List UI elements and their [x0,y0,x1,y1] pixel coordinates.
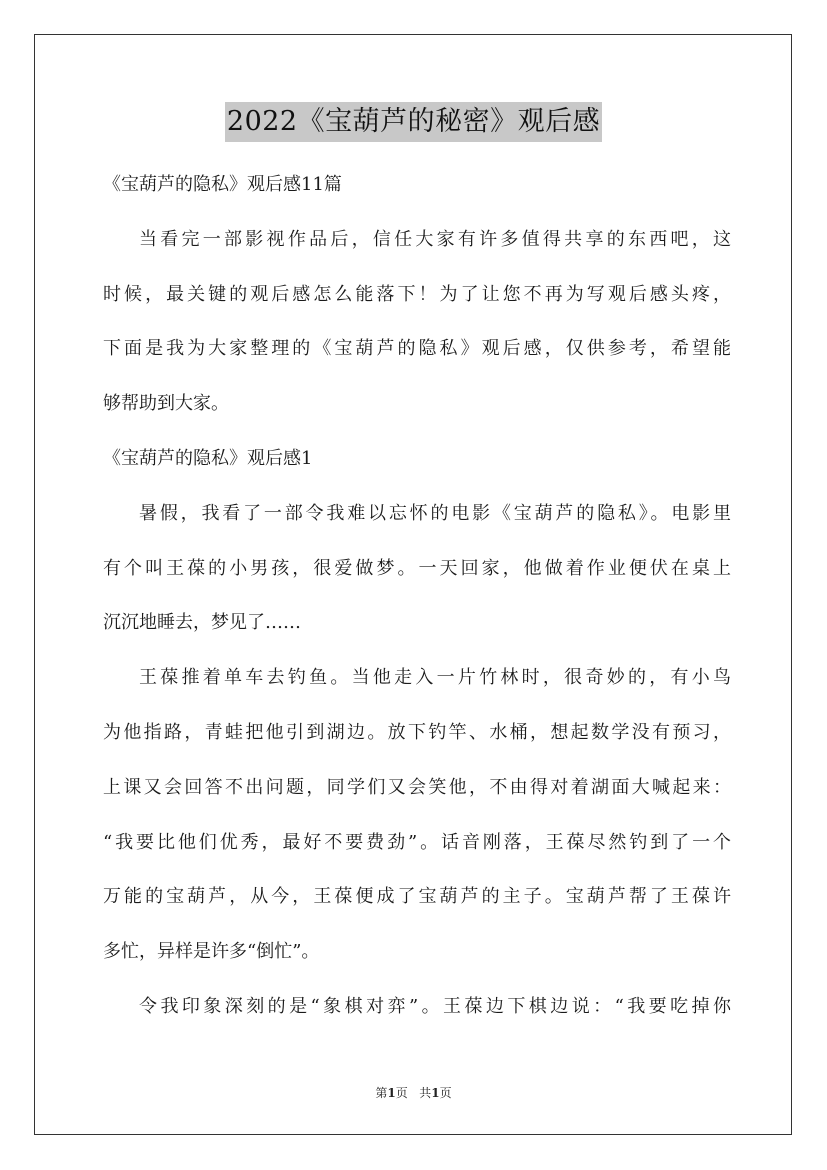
paragraph-line: 王葆推着单车去钓鱼。当他走入一片竹林时，很奇妙的，有小鸟 [139,667,731,689]
paragraph-line: 沉沉地睡去，梦见了…… [103,612,301,634]
paragraph-line: 多忙，异样是许多“倒忙”。 [103,941,320,963]
total-label-suffix: 页 [439,1086,452,1100]
section-heading: 《宝葫芦的隐私》观后感11篇 [103,174,342,195]
paragraph-line: 够帮助到大家。 [103,393,229,415]
document-body [103,171,731,1048]
paragraph-line: 万能的宝葫芦，从今，王葆便成了宝葫芦的主子。宝葫芦帮了王葆许 [103,886,731,908]
section-heading: 《宝葫芦的隐私》观后感1 [103,447,313,469]
document-title: 2022《宝葫芦的秘密》观后感 [225,102,602,142]
page-label: 第 [375,1086,388,1100]
title-wrap [0,102,827,142]
paragraph-line: 下面是我为大家整理的《宝葫芦的隐私》观后感，仅供参考，希望能 [103,338,731,360]
total-label: 共 [419,1086,432,1100]
page-footer [0,1085,827,1101]
page-number: 1 [387,1086,396,1100]
paragraph-line: 令我印象深刻的是“象棋对弈”。王葆边下棋边说：“我要吃掉你 [139,995,731,1017]
page-label-suffix: 页 [395,1086,408,1100]
paragraph-line: 上课又会回答不出问题，同学们又会笑他，不由得对着湖面大喊起来： [103,776,731,798]
total-pages: 1 [431,1086,440,1100]
paragraph-line: 当看完一部影视作品后，信任大家有许多值得共享的东西吧，这 [139,228,731,250]
paragraph-line: 暑假，我看了一部令我难以忘怀的电影《宝葫芦的隐私》。电影里 [139,502,731,524]
paragraph-line: 时候，最关键的观后感怎么能落下！为了让您不再为写观后感头疼， [103,283,731,305]
paragraph-line: 有个叫王葆的小男孩，很爱做梦。一天回家，他做着作业便伏在桌上 [103,557,731,579]
paragraph-line: “我要比他们优秀，最好不要费劲”。话音刚落，王葆尽然钓到了一个 [103,831,731,853]
paragraph-line: 为他指路，青蛙把他引到湖边。放下钓竿、水桶，想起数学没有预习， [103,721,731,743]
